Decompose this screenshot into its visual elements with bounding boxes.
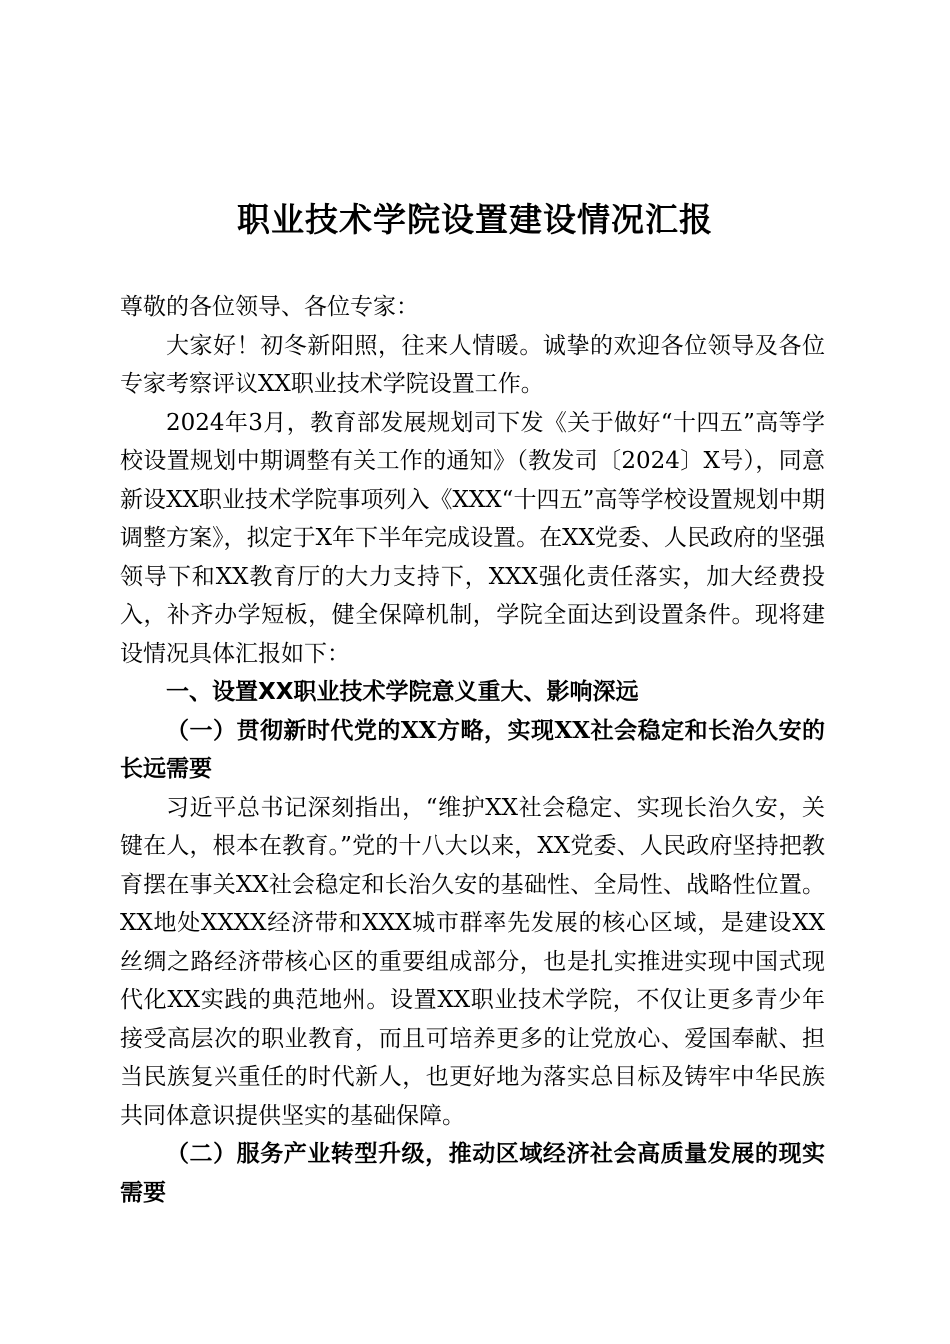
document-body [120,288,825,1212]
opening-paragraph: 大家好！初冬新阳照，往来人情暖。诚挚的欢迎各位领导及各位专家考察评议XX职业技术学院设置工作。 [120,332,825,397]
section-heading-1: 一、设置XX职业技术学院意义重大、影响深远 [166,679,639,705]
document-title: 职业技术学院设置建设情况汇报 [237,200,713,239]
subsection-1-body: 习近平总书记深刻指出，“维护XX社会稳定、实现长治久安，关键在人，根本在教育。”党的十八大以来，XX党委、人民政府坚持把教育摆在事关XX社会稳定和长治久安的基础性、全局性、战略性位置。XX地处XXXX经济带和XXX城市群率先发展的核心区域，是建设XX丝绸之路经济带核心区的重要组成部分，也是扎实推进实现中国式现代化XX实践的典范地州。设置XX职业技术学院，不仅让更多青少年接受高层次的职业教育，而且可培养更多的让党放心、爱国奉献、担当民族复兴重任的时代新人，也更好地为落实总目标及铸牢中华民族共同体意识提供坚实的基础保障。 [120,794,825,1129]
subsection-heading-2: （二）服务产业转型升级，推动区域经济社会高质量发展的现实需要 [120,1140,825,1206]
background-paragraph: 2024年3月，教育部发展规划司下发《关于做好“十四五”高等学校设置规划中期调整有关工作的通知》（教发司〔2024〕X号），同意新设XX职业技术学院事项列入《XXX“十四五”高等学校设置规划中期调整方案》，拟定于X年下半年完成设置。在XX党委、人民政府的坚强领导下和XX教育厅的大力支持下，XXX强化责任落实，加大经费投入，补齐办学短板，健全保障机制，学院全面达到设置条件。现将建设情况具体汇报如下： [120,409,825,667]
salutation: 尊敬的各位领导、各位专家： [120,294,419,320]
subsection-heading-1: （一）贯彻新时代党的XX方略，实现XX社会稳定和长治久安的长远需要 [120,716,825,782]
